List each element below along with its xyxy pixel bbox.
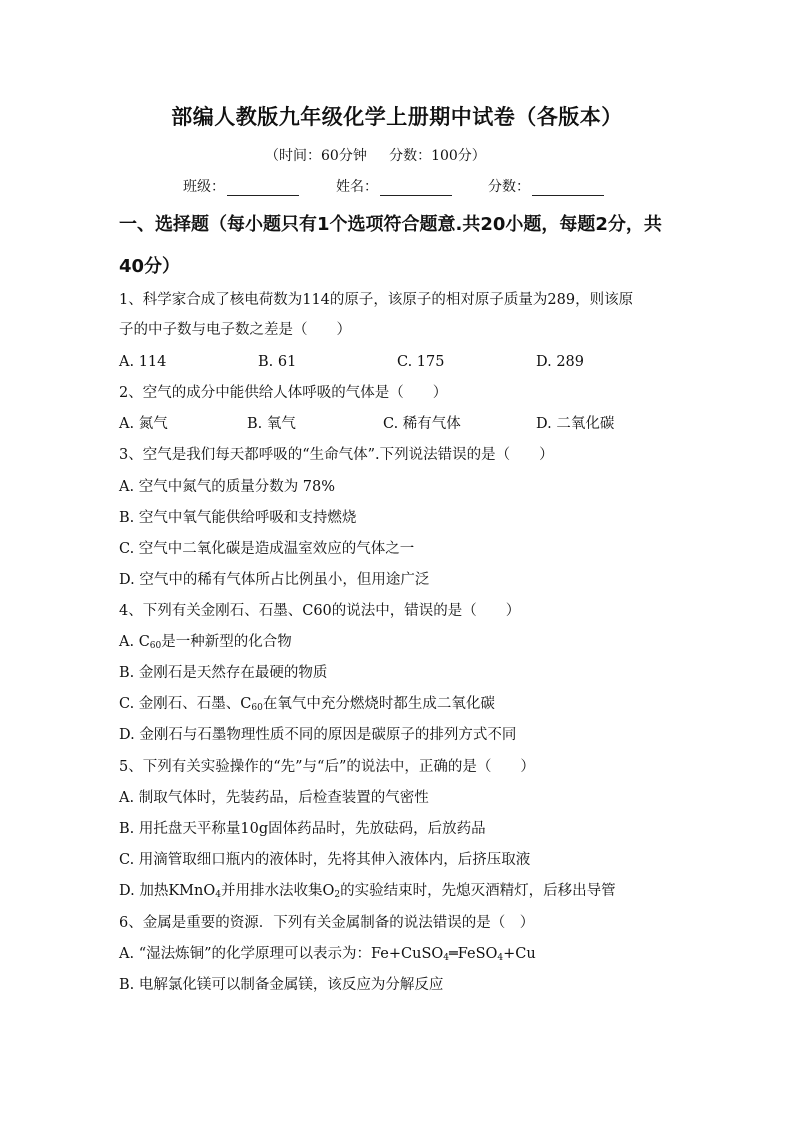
q5-stem: 5、下列有关实验操作的“先”与“后”的说法中，正确的是（ ） bbox=[119, 759, 535, 775]
class-blank bbox=[227, 181, 299, 196]
q4-stem: 4、下列有关金刚石、石墨、C60的说法中，错误的是（ ） bbox=[119, 603, 521, 619]
score-blank bbox=[532, 181, 604, 196]
section-heading-line2: 40分） bbox=[119, 256, 181, 277]
q1-option-d: D. 289 bbox=[536, 354, 585, 370]
q5-option-b: B. 用托盘天平称量10g固体药品时，先放砝码，后放药品 bbox=[119, 821, 486, 837]
page-title: 部编人教版九年级化学上册期中试卷（各版本） bbox=[171, 105, 623, 129]
q1-stem-line1: 1、科学家合成了核电荷数为114的原子，该原子的相对原子质量为289，则该原 bbox=[119, 292, 634, 308]
q4-option-a: A. $C_{60}$是一种新型的化合物 bbox=[119, 634, 292, 651]
q4-option-d: D. 金刚石与石墨物理性质不同的原因是碳原子的排列方式不同 bbox=[119, 727, 517, 743]
q4-option-b: B. 金刚石是天然存在最硬的物质 bbox=[119, 665, 328, 681]
q3-option-c: C. 空气中二氧化碳是造成温室效应的气体之一 bbox=[119, 541, 415, 557]
name-field bbox=[336, 176, 452, 196]
score-field bbox=[488, 176, 604, 196]
name-label: 姓名： bbox=[336, 179, 378, 195]
class-label: 班级： bbox=[183, 179, 225, 195]
q2-option-c: C. 稀有气体 bbox=[383, 416, 461, 432]
q2-option-a: A. 氮气 bbox=[119, 416, 168, 432]
q1-option-a: A. 114 bbox=[119, 354, 167, 370]
q6-option-a: A. “湿法炼铜”的化学原理可以表示为：Fe+CuSO$_4$═FeSO$_4$+Cu bbox=[119, 946, 536, 963]
q2-option-d: D. 二氧化碳 bbox=[536, 416, 615, 432]
q6-stem: 6、金属是重要的资源．下列有关金属制备的说法错误的是（ ） bbox=[119, 915, 535, 931]
q5-option-a: A. 制取气体时，先装药品，后检查装置的气密性 bbox=[119, 790, 429, 806]
section-heading-line1: 一、选择题（每小题只有1个选项符合题意.共20小题，每题2分，共 bbox=[119, 214, 662, 235]
q1-stem-line2: 子的中子数与电子数之差是（ ） bbox=[119, 322, 351, 338]
q3-option-d: D. 空气中的稀有气体所占比例虽小，但用途广泛 bbox=[119, 572, 430, 588]
q3-option-a: A. 空气中氮气的质量分数为 78% bbox=[119, 479, 336, 495]
name-blank bbox=[380, 181, 452, 196]
q5-option-d: D. 加热KMnO$_4$并用排水法收集$O_2$的实验结束时，先熄灭酒精灯，后移出导管 bbox=[119, 883, 616, 900]
q2-option-b: B. 氧气 bbox=[247, 416, 296, 432]
q2-stem: 2、空气的成分中能供给人体呼吸的气体是（ ） bbox=[119, 385, 448, 401]
q3-stem: 3、空气是我们每天都呼吸的“生命气体”.下列说法错误的是（ ） bbox=[119, 447, 554, 463]
q6-option-b: B. 电解氯化镁可以制备金属镁，该反应为分解反应 bbox=[119, 977, 444, 993]
q4-option-c: C. 金刚石、石墨、$C_{60}$在氧气中充分燃烧时都生成二氧化碳 bbox=[119, 696, 495, 713]
q3-option-b: B. 空气中氧气能供给呼吸和支持燃烧 bbox=[119, 510, 357, 526]
exam-time-score: （时间：60分钟 分数：100分） bbox=[265, 148, 486, 164]
score-label: 分数： bbox=[488, 179, 530, 195]
q5-option-c: C. 用滴管取细口瓶内的液体时，先将其伸入液体内，后挤压取液 bbox=[119, 852, 531, 868]
q1-option-b: B. 61 bbox=[258, 354, 297, 370]
q1-option-c: C. 175 bbox=[397, 354, 445, 370]
class-field bbox=[183, 176, 299, 196]
